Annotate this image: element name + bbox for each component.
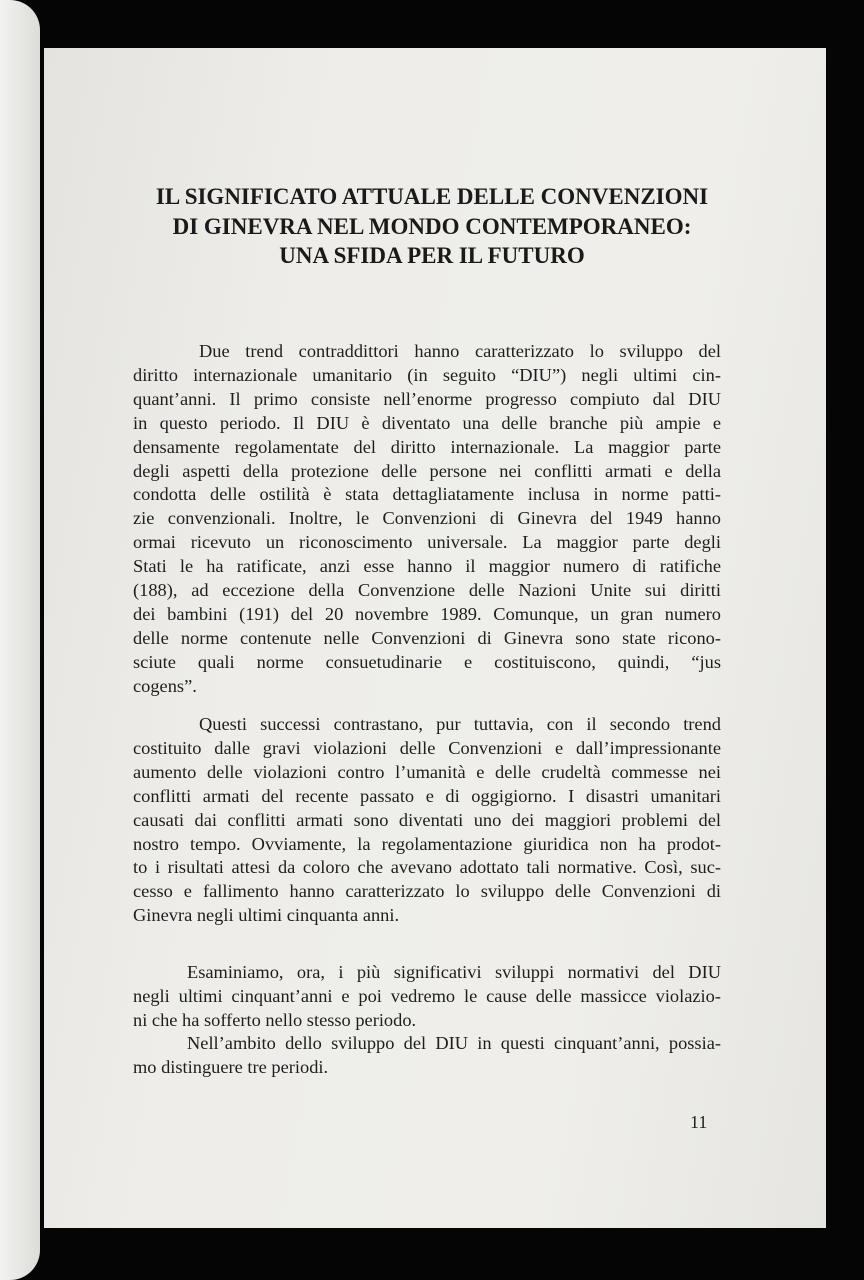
text-line: quant’anni. Il primo consiste nell’enorme progresso compiuto dal DIU [133,388,721,409]
text-line: Questi successi contrastano, pur tuttavia, con il secondo trend [199,714,721,734]
paragraph-1 [133,340,721,699]
title-line: DI GINEVRA NEL MONDO CONTEMPORANEO: [172,213,692,239]
text-line: ni che ha sofferto nello stesso periodo. [133,1009,417,1030]
paragraph-2 [133,713,721,928]
text-line: costituito dalle gravi violazioni delle Convenzioni e dall’impressionante [133,737,721,758]
text-line: cogens”. [133,675,197,696]
text-line: condotta delle ostilità è stata dettagliatamente inclusa in norme patti- [133,484,721,505]
paragraph-4 [133,1032,721,1080]
text-line: cesso e fallimento hanno caratterizzato lo sviluppo delle Convenzioni di [133,881,721,902]
text-line: to i risultati attesi da coloro che avevano adottato tali normative. Così, suc- [133,857,721,878]
text-line: Stati le ha ratificate, anzi esse hanno il maggior numero di ratifiche [133,556,721,577]
page-number: 11 [690,1112,708,1132]
chapter-title [0,182,864,271]
text-line: ormai ricevuto un riconoscimento universale. La maggior parte degli [133,532,721,553]
paragraph-3 [133,961,721,1033]
text-line: sciute quali norme consuetudinarie e costituiscono, quindi, “jus [133,651,721,672]
text-line: degli aspetti della protezione delle persone nei conflitti armati e della [133,460,721,481]
title-line: UNA SFIDA PER IL FUTURO [279,243,585,268]
text-line: aumento delle violazioni contro l’umanità e delle crudeltà commesse nei [133,761,721,782]
text-line: Due trend contraddittori hanno caratterizzato lo sviluppo del [199,341,721,361]
text-line: (188), ad eccezione della Convenzione delle Nazioni Unite sui diritti [133,580,721,601]
title-line: IL SIGNIFICATO ATTUALE DELLE CONVENZIONI [155,184,709,209]
text-line: diritto internazionale umanitario (in seguito “DIU”) negli ultimi cin- [133,364,721,385]
text-line: conflitti armati del recente passato e di oggigiorno. I disastri umanitari [133,785,721,806]
text-line: Esaminiamo, ora, i più significativi sviluppi normativi del DIU [187,962,721,982]
text-line: Ginevra negli ultimi cinquanta anni. [133,905,400,926]
text-line: negli ultimi cinquant’anni e poi vedremo le cause delle massicce violazio- [133,985,721,1006]
text-line: densamente regolamentate del diritto internazionale. La maggior parte [133,436,721,457]
text-line: causati dai conflitti armati sono diventati uno dei maggiori problemi del [133,809,721,830]
text-line: Nell’ambito dello sviluppo del DIU in questi cinquant’anni, possia- [187,1033,721,1053]
text-line: in questo periodo. Il DIU è diventato una delle branche più ampie e [133,412,721,433]
text-line: mo distinguere tre periodi. [133,1056,329,1077]
text-line: delle norme contenute nelle Convenzioni di Ginevra sono state ricono- [133,627,721,648]
text-line: zie convenzionali. Inoltre, le Convenzioni di Ginevra del 1949 hanno [133,508,721,529]
text-line: dei bambini (191) del 20 novembre 1989. Comunque, un gran numero [133,603,721,624]
text-line: nostro tempo. Ovviamente, la regolamentazione giuridica non ha prodot- [133,833,721,854]
